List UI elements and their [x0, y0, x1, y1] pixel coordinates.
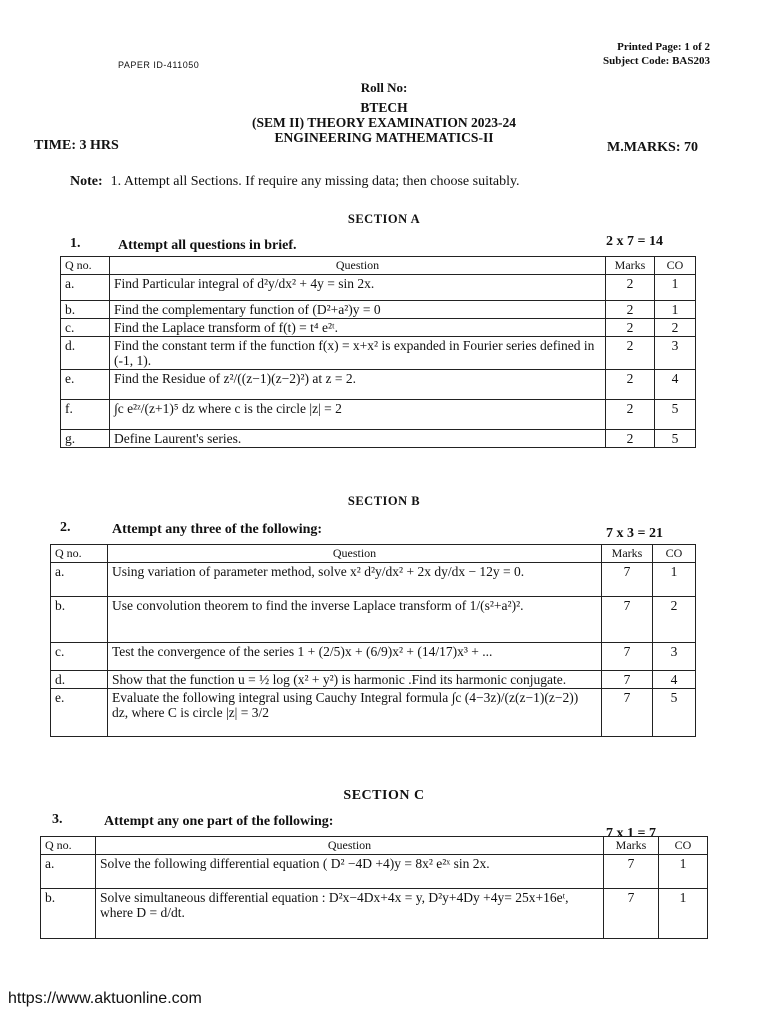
q-marks: 2	[606, 400, 655, 430]
q-marks: 7	[602, 563, 653, 597]
section-b-title: SECTION B	[347, 494, 421, 508]
q-marks: 2	[606, 370, 655, 400]
time-label: TIME: 3 HRS	[34, 138, 119, 153]
section-c-table	[40, 836, 708, 939]
q-text: Test the convergence of the series 1 + (2/5)x + (6/9)x² + (14/17)x³ + ...	[108, 643, 602, 671]
q-text: Find Particular integral of d²y/dx² + 4y = sin 2x.	[110, 275, 606, 301]
program: BTECH	[360, 100, 408, 115]
header-question: Question	[108, 545, 602, 563]
q-marks: 2	[606, 301, 655, 319]
section-instruction: Attempt all questions in brief.	[118, 238, 297, 253]
printed-page: Printed Page: 1 of 2	[617, 41, 710, 53]
table-row	[61, 370, 696, 400]
question-number: 2.	[60, 520, 71, 535]
q-label: b.	[51, 597, 108, 643]
subject-code: Subject Code: BAS203	[603, 55, 710, 67]
header-co: CO	[659, 837, 708, 855]
q-text: Find the complementary function of (D²+a²)y = 0	[110, 301, 606, 319]
header-marks: Marks	[602, 545, 653, 563]
q-text: Solve simultaneous differential equation : D²x−4Dx+4x = y, D²y+4Dy +4y= 25x+16eᵗ, where D = d/dt.	[96, 889, 604, 939]
exam-title: (SEM II) THEORY EXAMINATION 2023-24	[251, 115, 517, 130]
table-row	[51, 689, 696, 737]
q-marks: 7	[604, 889, 659, 939]
q-co: 5	[653, 689, 696, 737]
section-instruction: Attempt any three of the following:	[112, 522, 323, 537]
q-co: 5	[655, 400, 696, 430]
q-marks: 7	[602, 597, 653, 643]
max-marks: M.MARKS: 70	[607, 140, 698, 155]
section-a-table	[60, 256, 696, 448]
table-row	[61, 319, 696, 337]
q-marks: 7	[602, 643, 653, 671]
q-marks: 2	[606, 337, 655, 370]
note-label: Note:	[70, 174, 103, 189]
q-co: 2	[653, 597, 696, 643]
table-row	[41, 855, 708, 889]
q-co: 4	[655, 370, 696, 400]
header-marks: Marks	[606, 257, 655, 275]
q-marks: 7	[604, 855, 659, 889]
q-marks: 7	[602, 671, 653, 689]
table-header-row	[41, 837, 708, 855]
header-question: Question	[110, 257, 606, 275]
table-row	[61, 400, 696, 430]
note	[70, 174, 520, 190]
q-text: Use convolution theorem to find the inverse Laplace transform of 1/(s²+a²)².	[108, 597, 602, 643]
footer-url: https://www.aktuonline.com	[8, 990, 202, 1007]
section-total: 7 x 3 = 21	[606, 526, 663, 541]
header-marks: Marks	[604, 837, 659, 855]
subject-title: ENGINEERING MATHEMATICS-II	[274, 130, 494, 145]
printed-info	[603, 40, 710, 68]
table-row	[51, 597, 696, 643]
header-qno: Q no.	[51, 545, 108, 563]
q-label: e.	[51, 689, 108, 737]
q-label: c.	[61, 319, 110, 337]
q-text: Define Laurent's series.	[110, 430, 606, 448]
table-row	[51, 643, 696, 671]
note-text: 1. Attempt all Sections. If require any missing data; then choose suitably.	[110, 174, 520, 189]
q-co: 5	[655, 430, 696, 448]
table-row	[61, 301, 696, 319]
table-row	[51, 563, 696, 597]
table-row	[61, 337, 696, 370]
paper-id: PAPER ID-411050	[118, 60, 200, 70]
table-row	[61, 275, 696, 301]
section-instruction: Attempt any one part of the following:	[104, 814, 334, 829]
q-text: Show that the function u = ½ log (x² + y²) is harmonic .Find its harmonic conjugate.	[108, 671, 602, 689]
header-co: CO	[655, 257, 696, 275]
q-text: Using variation of parameter method, solve x² d²y/dx² + 2x dy/dx − 12y = 0.	[108, 563, 602, 597]
question-number: 1.	[70, 236, 81, 251]
table-row	[61, 430, 696, 448]
q-label: a.	[61, 275, 110, 301]
q-label: b.	[41, 889, 96, 939]
q-co: 4	[653, 671, 696, 689]
q-label: b.	[61, 301, 110, 319]
roll-no: Roll No:	[360, 80, 408, 95]
q-co: 3	[655, 337, 696, 370]
q-label: g.	[61, 430, 110, 448]
q-label: a.	[51, 563, 108, 597]
header-question: Question	[96, 837, 604, 855]
q-text: Find the Residue of z²/((z−1)(z−2)²) at z = 2.	[110, 370, 606, 400]
q-co: 1	[653, 563, 696, 597]
q-label: e.	[61, 370, 110, 400]
q-text: Solve the following differential equation ( D² −4D +4)y = 8x² e²ˣ sin 2x.	[96, 855, 604, 889]
q-marks: 2	[606, 275, 655, 301]
q-label: a.	[41, 855, 96, 889]
q-marks: 2	[606, 319, 655, 337]
q-text: Evaluate the following integral using Cauchy Integral formula ∫c (4−3z)/(z(z−1)(z−2)) dz, where C is circle |z| = 3/2	[108, 689, 602, 737]
section-a-title: SECTION A	[347, 212, 421, 226]
q-label: f.	[61, 400, 110, 430]
q-text: Find the Laplace transform of f(t) = t⁴ e²ᵗ.	[110, 319, 606, 337]
table-row	[51, 671, 696, 689]
q-co: 1	[655, 275, 696, 301]
q-text: Find the constant term if the function f(x) = x+x² is expanded in Fourier series defined in (-1, 1).	[110, 337, 606, 370]
q-label: d.	[61, 337, 110, 370]
q-label: d.	[51, 671, 108, 689]
q-co: 1	[655, 301, 696, 319]
section-c-title: SECTION C	[343, 788, 425, 803]
question-number: 3.	[52, 812, 63, 827]
section-total: 2 x 7 = 14	[606, 234, 663, 249]
header-qno: Q no.	[61, 257, 110, 275]
q-co: 1	[659, 855, 708, 889]
q-co: 3	[653, 643, 696, 671]
section-total: 7 x 1 = 7	[606, 826, 656, 841]
q-co: 1	[659, 889, 708, 939]
q-text: ∫c e²ᶻ/(z+1)⁵ dz where c is the circle |z| = 2	[110, 400, 606, 430]
table-header-row	[51, 545, 696, 563]
table-header-row	[61, 257, 696, 275]
header-co: CO	[653, 545, 696, 563]
table-row	[41, 889, 708, 939]
q-marks: 2	[606, 430, 655, 448]
q-co: 2	[655, 319, 696, 337]
q-marks: 7	[602, 689, 653, 737]
header-qno: Q no.	[41, 837, 96, 855]
q-label: c.	[51, 643, 108, 671]
section-b-table	[50, 544, 696, 737]
